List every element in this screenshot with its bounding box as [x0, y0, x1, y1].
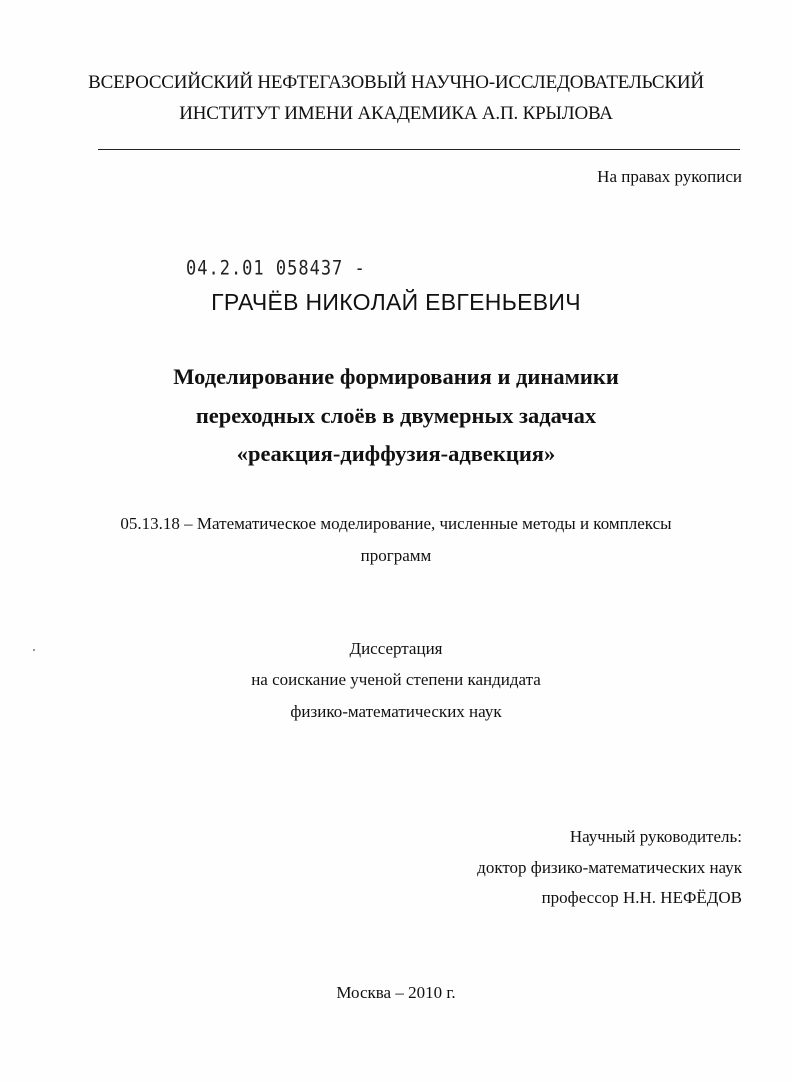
dissertation-label: Диссертация — [349, 639, 443, 658]
supervisor-name: профессор Н.Н. НЕФЁДОВ — [541, 888, 742, 907]
institute-name-line1: ВСЕРОССИЙСКИЙ НЕФТЕГАЗОВЫЙ НАУЧНО-ИССЛЕДОВАТЕЛЬСКИЙ — [88, 72, 704, 93]
supervisor-heading: Научный руководитель: — [569, 827, 742, 846]
degree-sought-line1: на соискание ученой степени кандидата — [251, 670, 541, 689]
manuscript-rights-note: На правах рукописи — [597, 167, 742, 186]
library-stamp-number: 04.2.01 058437 - — [186, 257, 366, 280]
degree-sought-line2: физико-математических наук — [290, 702, 502, 721]
specialty-line1: 05.13.18 – Математическое моделирование, численные методы и комплексы — [120, 514, 672, 533]
institute-name-line2: ИНСТИТУТ ИМЕНИ АКАДЕМИКА А.П. КРЫЛОВА — [179, 103, 613, 124]
city-year: Москва – 2010 г. — [336, 983, 456, 1002]
specialty-line2: программ — [360, 546, 432, 565]
thesis-title-line2: переходных слоёв в двумерных задачах — [195, 403, 597, 428]
supervisor-degree: доктор физико-математических наук — [477, 858, 742, 877]
header-divider — [98, 149, 740, 150]
scan-speck — [33, 649, 35, 651]
author-name: ГРАЧЁВ НИКОЛАЙ ЕВГЕНЬЕВИЧ — [211, 289, 581, 315]
thesis-title-line1: Моделирование формирования и динамики — [173, 364, 619, 389]
thesis-title-line3: «реакция-диффузия-адвекция» — [236, 441, 556, 466]
